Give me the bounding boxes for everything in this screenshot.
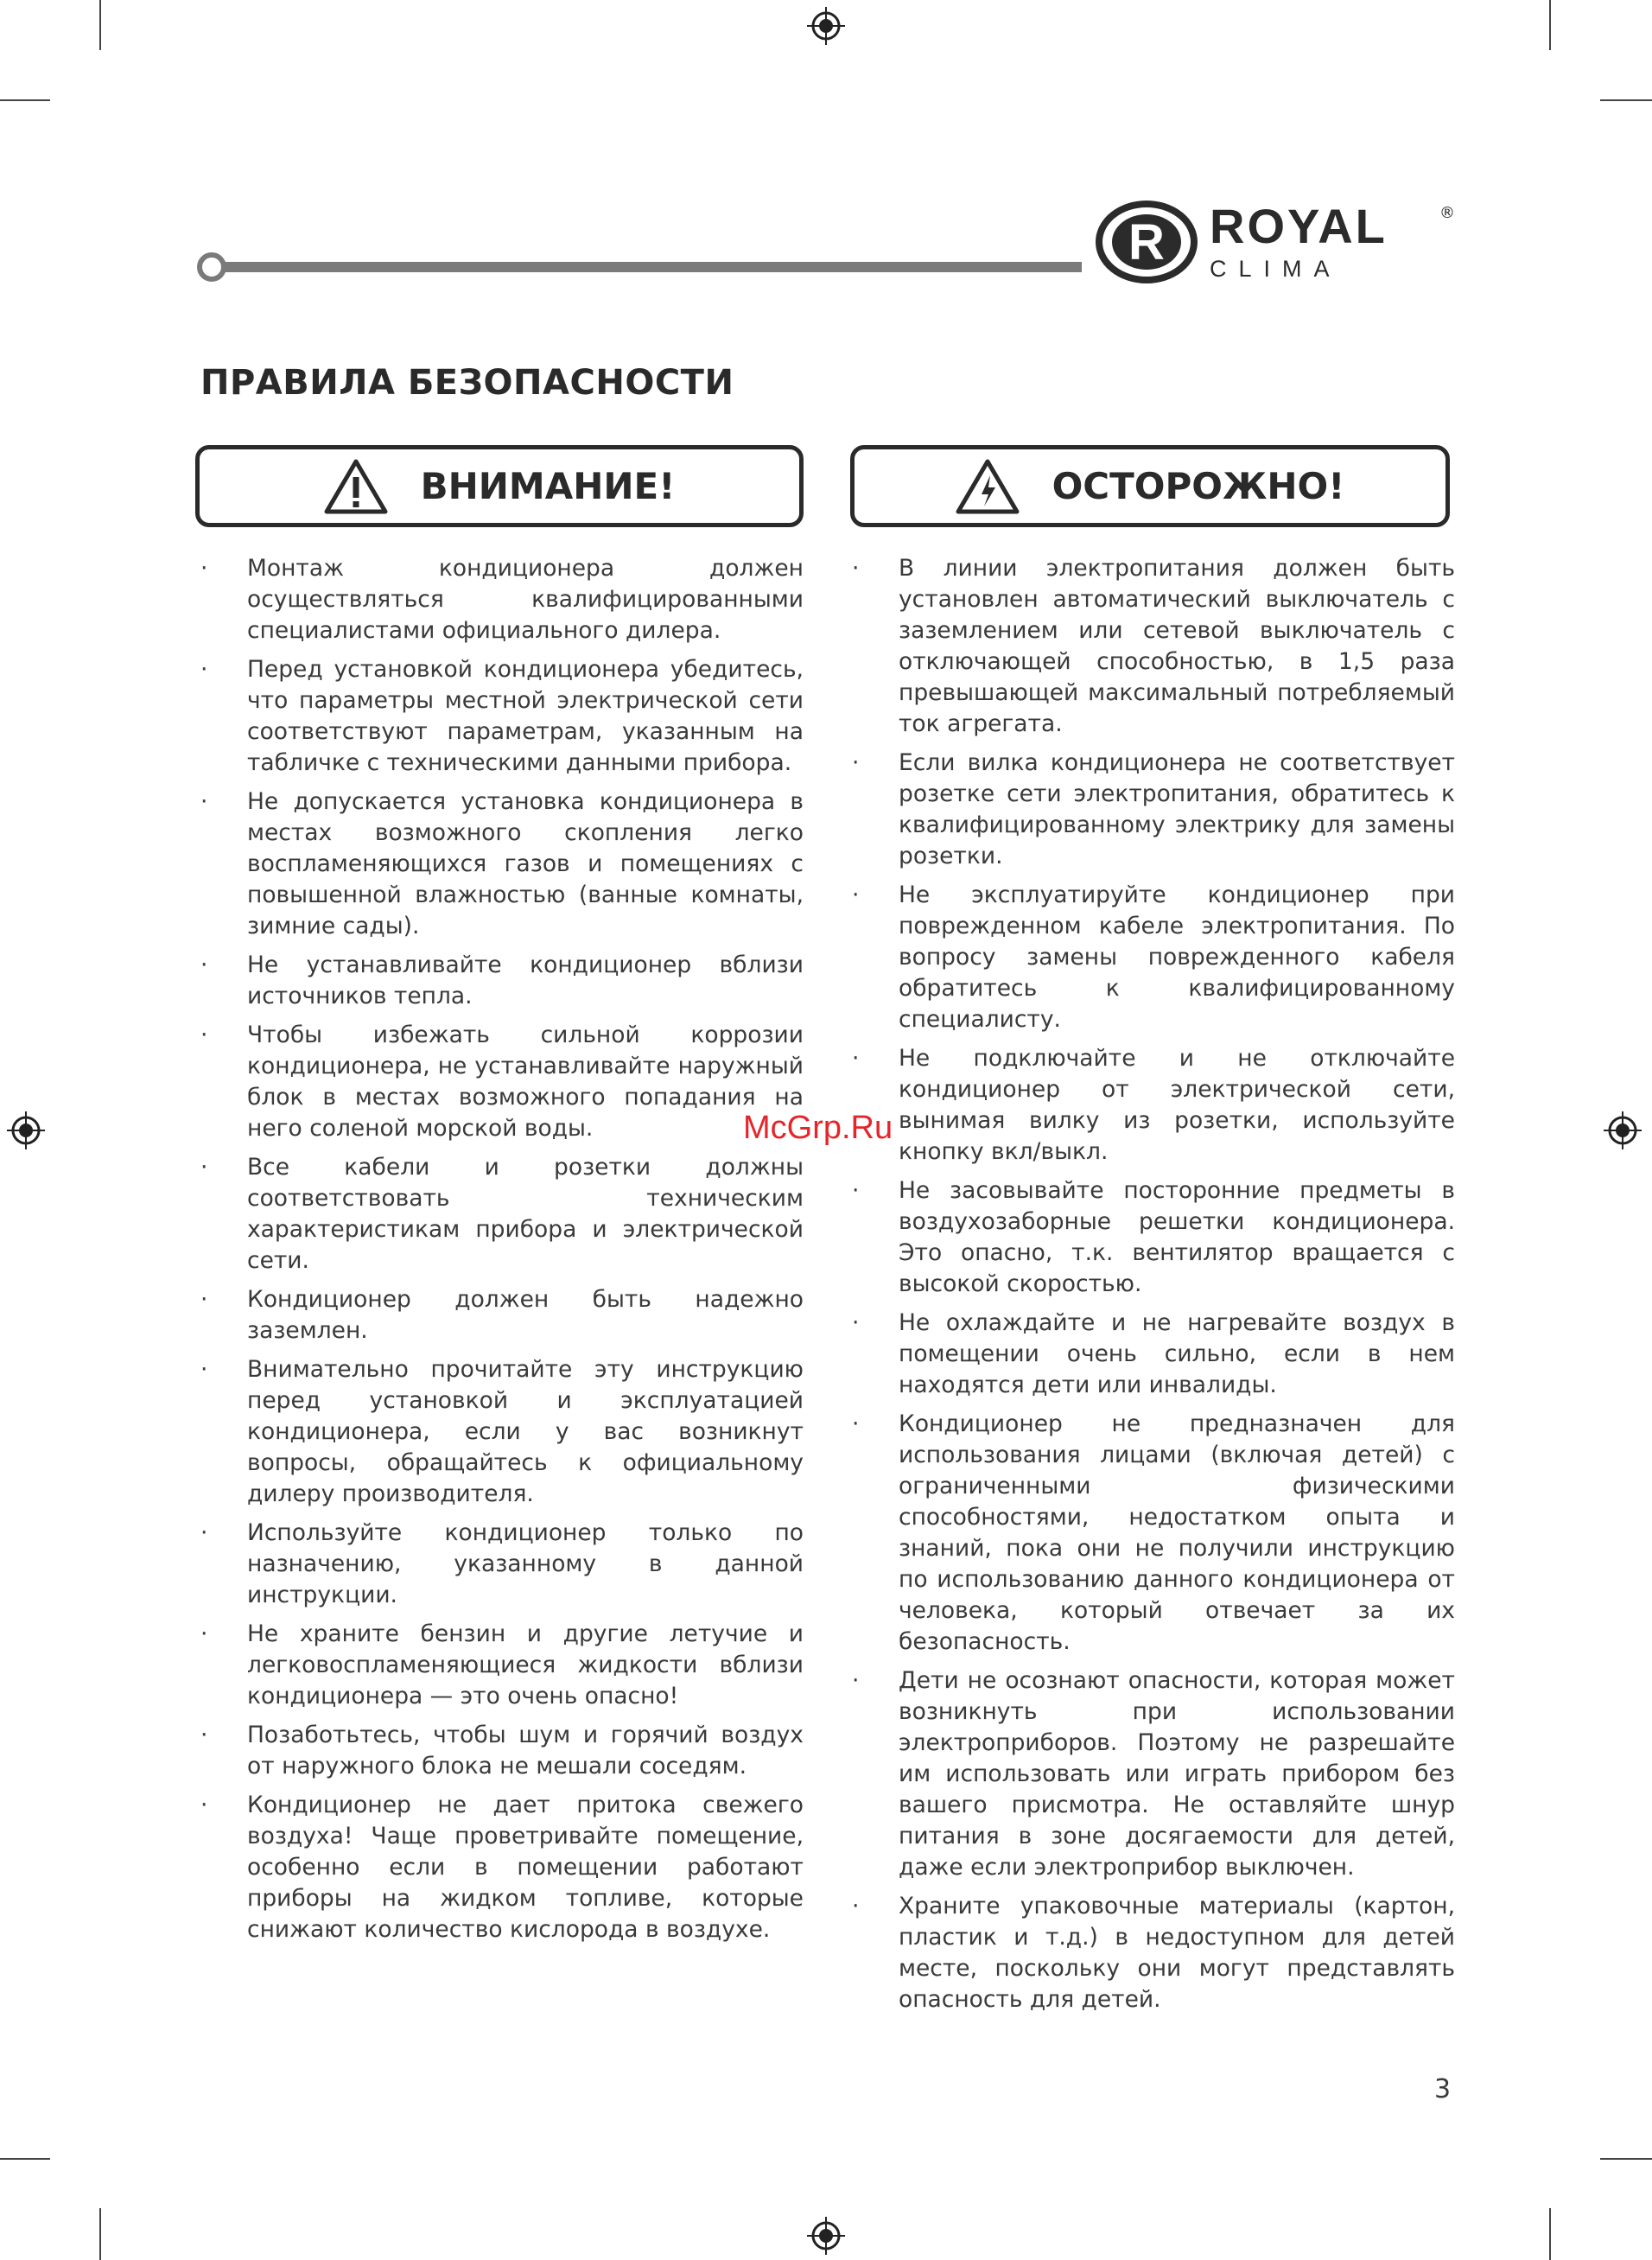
list-item: · Не допускается установка кондиционера в местах возможного скопления легко воспламеняющихся газов и помещениях с повышенной влажностью (ванные комнаты, зимние сады). [200, 788, 804, 939]
attention-label: ВНИМАНИЕ! [420, 465, 676, 507]
list-item: · Храните упаковочные материалы (картон, пластик и т.д.) в недоступном для детей месте, поскольку они могут представлять опасность для детей. [852, 1893, 1455, 2013]
registration-mark-icon [1604, 1111, 1642, 1149]
list-item: · Перед установкой кондиционера убедитесь, что параметры местной электрической сети соответствуют параметрам, указанным на табличке с техническими данными прибора. [200, 656, 804, 776]
bullet: · [852, 749, 860, 776]
list-item: · Используйте кондиционер только по назначению, указанному в данной инструкции. [200, 1519, 804, 1608]
bullet: · [852, 1177, 860, 1204]
list-item: · Дети не осознают опасности, которая может возникнуть при использовании электроприборов. Поэтому не разрешайте им использовать или играть прибором без вашего присмотра. Не оставляйте шнур питания в зоне досягаемости для детей, даже если электроприбор выключен. [852, 1667, 1455, 1881]
list-item: · Не устанавливайте кондиционер вблизи источников тепла. [200, 952, 804, 1009]
list-item: · Не подключайте и не отключайте кондиционер от электрической сети, вынимая вилку из розетки, используйте кнопку вкл/выкл. [852, 1045, 1455, 1165]
logo-emblem-icon [1096, 199, 1198, 285]
header-rule-ring [197, 252, 226, 282]
logo-letter: R [1128, 214, 1165, 271]
lightning-triangle-icon [956, 458, 1020, 515]
list-item: · Кондиционер должен быть надежно заземлен. [200, 1286, 804, 1344]
attention-box [195, 445, 804, 527]
header-rule [214, 262, 1082, 272]
list-item: · Чтобы избежать сильной коррозии кондиционера, не устанавливайте наружный блок в местах возможного попадания на него соленой морской воды. [200, 1022, 804, 1142]
brand-subname: CLIMA [1210, 256, 1342, 282]
list-item: · Внимательно прочитайте эту инструкцию перед установкой и эксплуатацией кондиционера, если у вас возникнут вопросы, обращайтесь к официальному дилеру производителя. [200, 1356, 804, 1507]
page-title: ПРАВИЛА БЕЗОПАСНОСТИ [200, 363, 734, 403]
bullet: · [200, 1154, 208, 1181]
bullet: · [200, 1519, 208, 1546]
bullet: · [200, 656, 208, 683]
list-item: · Не храните бензин и другие летучие и легковоспламеняющиеся жидкости вблизи кондиционера — это очень опасно! [200, 1620, 804, 1709]
list-item: · Позаботьтесь, чтобы шум и горячий воздух от наружного блока не мешали соседям. [200, 1722, 804, 1779]
list-item: · Кондиционер не предназначен для использования лицами (включая детей) с ограниченными физическими способностями, недостатком опыта и знаний, пока они не получили инструкцию по использованию данного кондиционера от человека, который отвечает за их безопасность. [852, 1410, 1455, 1655]
crop-mark [1600, 99, 1652, 101]
bullet: · [852, 1309, 860, 1336]
exclamation-triangle-icon [324, 458, 388, 515]
caution-box [850, 445, 1450, 527]
crop-mark [1549, 0, 1551, 50]
crop-mark [0, 2158, 50, 2160]
crop-mark [99, 0, 101, 50]
list-item: · Монтаж кондиционера должен осуществляться квалифицированными специалистами официального дилера. [200, 555, 804, 644]
watermark: McGrp.Ru [743, 1110, 893, 1146]
list-item: · Не эксплуатируйте кондиционер при поврежденном кабеле электропитания. По вопросу замены поврежденного кабеля обратитесь к квалифицированному специалисту. [852, 882, 1455, 1033]
list-item: · Если вилка кондиционера не соответствует розетке сети электропитания, обратитесь к квалифицированному электрику для замены розетки. [852, 749, 1455, 869]
bullet: · [852, 1667, 860, 1694]
registration-mark-icon [7, 1111, 45, 1149]
registered-mark: ® [1439, 204, 1455, 222]
brand-name: ROYAL [1210, 199, 1388, 253]
crop-mark [99, 2208, 101, 2260]
bullet: · [852, 882, 860, 908]
bullet: · [200, 1022, 208, 1048]
list-item: · Не засовывайте посторонние предметы в воздухозаборные решетки кондиционера. Это опасно, т.к. вентилятор вращается с высокой скоростью. [852, 1177, 1455, 1297]
registration-mark-icon [807, 7, 845, 45]
right-column [850, 553, 1455, 2023]
bullet: · [200, 1620, 208, 1647]
bullet: · [852, 1045, 860, 1072]
caution-label: ОСТОРОЖНО! [1052, 465, 1345, 507]
bullet: · [852, 1410, 860, 1437]
list-item: · Кондиционер не дает притока свежего воздуха! Чаще проветривайте помещение, особенно если в помещении работают приборы на жидком топливе, которые снижают количество кислорода в воздухе. [200, 1792, 804, 1943]
bullet: · [200, 788, 208, 815]
bullet: · [200, 952, 208, 978]
bullet: · [200, 1286, 208, 1313]
crop-mark [1600, 2158, 1652, 2160]
registration-mark-icon [807, 2217, 845, 2255]
list-item: · Все кабели и розетки должны соответствовать техническим характеристикам прибора и электрической сети. [200, 1154, 804, 1274]
crop-mark [0, 99, 50, 101]
left-column [199, 553, 804, 1953]
bullet: · [200, 1722, 208, 1748]
crop-mark [1549, 2208, 1551, 2260]
list-item: · Не охлаждайте и не нагревайте воздух в помещении очень сильно, если в нем находятся дети или инвалиды. [852, 1309, 1455, 1398]
bullet: · [200, 555, 208, 582]
bullet: · [852, 555, 860, 582]
bullet: · [852, 1893, 860, 1919]
bullet: · [200, 1356, 208, 1383]
list-item: · В линии электропитания должен быть установлен автоматический выключатель с заземлением или сетевой выключатель с отключающей способностью, в 1,5 раза превышающей максимальный потребляемый ток агрегата. [852, 555, 1455, 737]
page-number: 3 [1434, 2074, 1452, 2104]
royal-clima-logo [1096, 199, 1467, 285]
bullet: · [200, 1792, 208, 1818]
